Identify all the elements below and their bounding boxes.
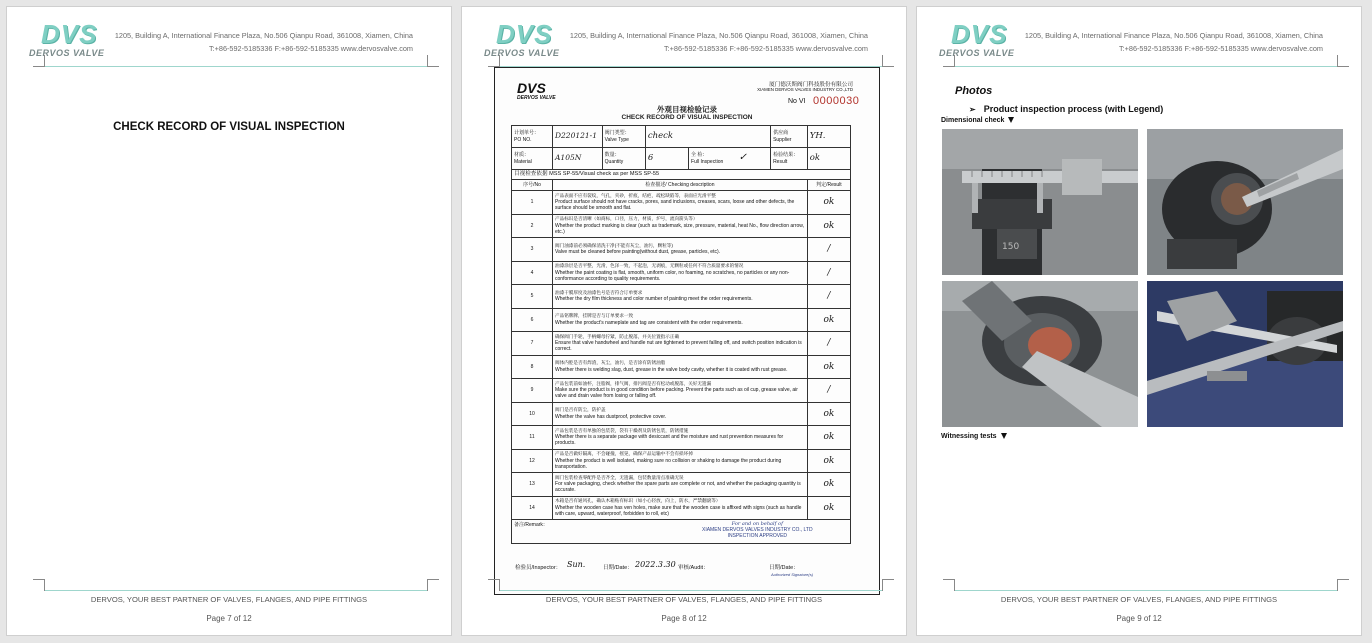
table-row (512, 285, 851, 309)
date-value: 2022.3.30 (635, 560, 676, 569)
item-number: 4 (512, 261, 553, 285)
header-contact: T:+86-592-5185336 F:+86-592-5185335 www.dervosvalve.com (663, 44, 868, 53)
item-description-en: Whether the product's nameplate and tag are consistent with the order requirements. (555, 319, 743, 326)
item-description-en: Whether the dry film thickness and color number of painting meet the order requirements. (555, 296, 753, 303)
logo-brand: DERVOS VALVE (29, 48, 105, 58)
form-company-en: XIAMEN DERVOS VALVES INDUSTRY CO.,LTD (757, 87, 853, 92)
item-description (553, 308, 808, 332)
crop-mark (488, 55, 500, 67)
item-number: 3 (512, 238, 553, 262)
logo-mark: DVS (496, 19, 553, 49)
dimensional-check-label: Dimensional check (941, 117, 1005, 124)
footer-rule (500, 590, 882, 591)
item-number: 12 (512, 449, 553, 473)
supplier-label: 供应商 Supplier (771, 126, 808, 148)
col-header-result: 判定/Result (807, 180, 850, 191)
col-header-desc: 检查描述/ Checking description (553, 180, 808, 191)
dimensional-check-caption (941, 117, 1014, 124)
item-description-cn: 油漆干膜厚度及油漆色号是否符合订单要求 (555, 289, 643, 295)
item-description-en: Whether the product is well isolated, making sure no collision or shaking to damage the product during transportation. (555, 457, 782, 470)
logo-brand: DERVOS VALVE (939, 48, 1015, 58)
witnessing-tests-caption (941, 433, 1007, 440)
item-description-en: Whether there is a separate package with desiccant and the moisture and rust prevention measures for products. (555, 434, 784, 447)
item-description (553, 191, 808, 215)
table-row (512, 402, 851, 426)
item-description-cn: 产品铭牌牌，挂牌是否与订单要求一致 (555, 313, 634, 319)
item-description-en: Whether the valve has dustproof, protective cover. (555, 413, 667, 420)
item-number: 2 (512, 214, 553, 238)
form-logo-sub: DERVOS VALVE (517, 95, 556, 101)
header-rule (955, 66, 1337, 67)
crop-mark (33, 579, 45, 591)
logo-mark: DVS (951, 19, 1008, 49)
crop-mark (488, 579, 500, 591)
table-row (512, 449, 851, 473)
quantity-cell (645, 148, 688, 170)
item-result: / (807, 379, 850, 403)
header-address-block (1025, 29, 1323, 55)
triangle-down-icon (1001, 433, 1007, 439)
item-description-en: Valve must be cleaned before painting(without dust, grease, particles, etc). (555, 249, 721, 256)
header-address: 1205, Building A, International Finance Plaza, No.506 Qianpu Road, 361008, Xiamen, China (569, 31, 868, 40)
arrow-bullet-icon: ➢ (969, 105, 976, 114)
table-row (512, 426, 851, 450)
form-logo: DVS (517, 80, 546, 96)
item-description-en: Make sure the product is in good condition before packing. Prevent the parts such as oil cup, grease valve, air valve and drain valve from losing or falling off. (555, 387, 798, 400)
item-description-cn: 油漆涂层是否平整，光滑，色泽一致，不起泡，无剥痕，无颗粒或任何不符合质量要求的情况 (555, 263, 744, 269)
item-number: 8 (512, 355, 553, 379)
item-number: 13 (512, 473, 553, 497)
item-description-cn: 阀体内腔是否有焊渣，灰尘，油污，是否涂有防锈油脂 (555, 360, 666, 366)
crop-mark (1337, 55, 1349, 67)
item-result: ok (807, 308, 850, 332)
form-serial-number: 0000030 (813, 95, 860, 107)
item-number: 9 (512, 379, 553, 403)
supplier-value: YH. (807, 126, 850, 148)
process-text: Product inspection process (with Legend) (983, 104, 1164, 114)
inspection-table (511, 125, 851, 544)
crop-mark (427, 55, 439, 67)
table-row (512, 191, 851, 215)
header-contact: T:+86-592-5185336 F:+86-592-5185335 www.dervosvalve.com (208, 44, 413, 53)
crop-mark (882, 55, 894, 67)
full-inspection-value: ✓ (738, 151, 748, 163)
quantity-label: 数量： Quantity (602, 148, 645, 170)
table-row (512, 332, 851, 356)
form-company-cn: 厦门德沃斯阀门科技股份有限公司 (769, 82, 853, 88)
item-description (553, 214, 808, 238)
material-value: A105N (553, 148, 603, 170)
authorized-signature: Authorized Signature(s) (771, 572, 814, 577)
valve-type-value: check (645, 126, 770, 148)
item-description (553, 473, 808, 497)
footer-tagline: DERVOS, YOUR BEST PARTNER OF VALVES, FLANGES, AND PIPE FITTINGS (90, 595, 368, 604)
triangle-down-icon (1008, 117, 1014, 123)
item-result: / (807, 238, 850, 262)
document-page-7 (6, 6, 452, 636)
item-description-cn: 确保阀门手轮，手柄螺母拧紧，防止脱落，并关位置指示正确 (555, 333, 680, 339)
photo-gauge-bore (942, 281, 1138, 427)
crop-mark (427, 579, 439, 591)
photo-caliper-bore (1147, 129, 1343, 275)
table-row (512, 214, 851, 238)
item-number: 6 (512, 308, 553, 332)
item-result: / (807, 332, 850, 356)
crop-mark (943, 55, 955, 67)
crop-mark (33, 55, 45, 67)
item-number: 10 (512, 402, 553, 426)
item-description (553, 285, 808, 309)
item-description-en: Whether there is welding slag, dust, grease in the valve body cavity, whether it is coated with rust grease. (555, 366, 788, 373)
visual-check-basis: 目视检查依据 MSS SP-55/Visual check as per MSS SP-55 (512, 170, 851, 180)
document-page-9 (916, 6, 1362, 636)
table-row (512, 238, 851, 262)
form-title-cn: 外观目视检验记录 (657, 105, 717, 114)
item-result: / (807, 261, 850, 285)
scanned-inspection-form (494, 67, 880, 595)
svg-text:150: 150 (1002, 242, 1020, 252)
result-label: 检验结果： Result (771, 148, 808, 170)
full-inspection-label: 全 检： Full Inspection (691, 152, 724, 165)
stamp-company: XIAMEN DERVOS VALVES INDUSTRY CO., LTD (702, 527, 813, 533)
date-label: 日期/Date： (603, 565, 633, 571)
header-address: 1205, Building A, International Finance Plaza, No.506 Qianpu Road, 361008, Xiamen, China (114, 31, 413, 40)
remark-label: 备注/Remark： (514, 522, 548, 528)
valve-type-label: 阀门类型： Valve Type (602, 126, 645, 148)
crop-mark (943, 579, 955, 591)
remark-cell (512, 520, 851, 544)
table-row (512, 379, 851, 403)
item-description-cn: 阀门是否有防尘，防护盖 (555, 407, 606, 413)
page-title: CHECK RECORD OF VISUAL INSPECTION (113, 121, 345, 133)
item-description-cn: 产品是否做好隔离，不会碰撞，摇晃，确保产品运输中不会有损坏掉 (555, 451, 693, 457)
item-number: 7 (512, 332, 553, 356)
quantity-value: 6 (647, 152, 654, 163)
item-description (553, 426, 808, 450)
item-description-en: Ensure that valve handwheel and handle nut are tightened to prevent falling off, and switch position indication is correct. (555, 340, 802, 353)
photo-caliper-table (1147, 281, 1343, 427)
header-address: 1205, Building A, International Finance Plaza, No.506 Qianpu Road, 361008, Xiamen, China (1024, 31, 1323, 40)
table-row (512, 261, 851, 285)
table-row (512, 473, 851, 497)
item-result: ok (807, 355, 850, 379)
table-row (512, 308, 851, 332)
item-description-en: Whether the product marking is clear (such as trademark, size, pressure, material, heat No., flow direction arrow, etc.) (555, 222, 805, 235)
item-description (553, 261, 808, 285)
crop-mark (1337, 579, 1349, 591)
photo-caliper-body (942, 129, 1138, 275)
header-rule (45, 66, 427, 67)
item-result: ok (807, 473, 850, 497)
item-description-cn: 产品包装前如油杯，注脂阀，排气阀，排污阀是否有松动或脱落，关好无遗漏 (555, 380, 712, 386)
header-address-block (570, 29, 868, 55)
full-inspection-cell (689, 148, 771, 170)
approval-stamp (702, 521, 813, 539)
item-number: 11 (512, 426, 553, 450)
item-number: 1 (512, 191, 553, 215)
page-number: Page 7 of 12 (206, 614, 252, 623)
process-bullet (969, 104, 1163, 114)
item-description-cn: 产品包装是否有单独的包装袋，袋有干燥剂及防锈包装，防锈措施 (555, 427, 689, 433)
item-description-cn: 阀门包装检查零配件是否齐全，无遗漏，包装数量清点准确无误 (555, 474, 684, 480)
item-result: ok (807, 191, 850, 215)
item-description (553, 402, 808, 426)
table-row (512, 355, 851, 379)
page-number: Page 9 of 12 (1116, 614, 1162, 623)
item-description (553, 379, 808, 403)
item-description (553, 355, 808, 379)
date2-label: 日期/Date： (769, 565, 799, 571)
item-result: ok (807, 449, 850, 473)
inspector-label: 检验员/Inspector： (515, 565, 562, 571)
table-row (512, 496, 851, 520)
col-header-no: 序号/No (512, 180, 553, 191)
logo-brand: DERVOS VALVE (484, 48, 560, 58)
item-description-cn: 阀门油漆前必须确保清洗干净(不能有灰尘，油污，颗粒等) (555, 242, 673, 248)
footer-tagline: DERVOS, YOUR BEST PARTNER OF VALVES, FLANGES, AND PIPE FITTINGS (1000, 595, 1278, 604)
item-number: 5 (512, 285, 553, 309)
header-address-block (115, 29, 413, 55)
form-serial-label: No VI (788, 98, 806, 105)
stamp-text: INSPECTION APPROVED (727, 533, 788, 539)
witnessing-tests-label: Witnessing tests (941, 433, 997, 440)
header-contact: T:+86-592-5185336 F:+86-592-5185335 www.dervosvalve.com (1118, 44, 1323, 53)
item-description (553, 238, 808, 262)
form-title-en: CHECK RECORD OF VISUAL INSPECTION (621, 114, 753, 121)
item-number: 14 (512, 496, 553, 520)
item-description-en: For valve packaging, check whether the spare parts are complete or not, and whether the packaging quantity is accurate. (555, 481, 801, 494)
logo-mark: DVS (41, 19, 98, 49)
po-value: D220121-1 (553, 126, 603, 148)
item-description (553, 332, 808, 356)
stamp-handwriting: For and on behalf of (731, 521, 783, 527)
item-description-en: Whether the wooden case has ven holes, make sure that the wooden case is affixed with signs (such as handle with care, upward, waterproof, forbidden to roll, etc) (555, 504, 802, 517)
item-result: / (807, 285, 850, 309)
material-label: 材质： Material (512, 148, 553, 170)
crop-mark (882, 579, 894, 591)
item-result: ok (807, 214, 850, 238)
item-description-cn: 产品表面不应有裂纹，气孔，夹砂，折痕，结疤，疏松缺陷等，表面应光滑平整 (555, 192, 716, 198)
item-description-cn: 木箱是否有通风孔，确认木箱贴有标识（如小心轻放，向上，防水，严禁翻滚等） (555, 498, 721, 504)
footer-tagline: DERVOS, YOUR BEST PARTNER OF VALVES, FLANGES, AND PIPE FITTINGS (545, 595, 823, 604)
result-value: ok (807, 148, 850, 170)
item-description (553, 496, 808, 520)
audit-label: 审核/Audit： (678, 565, 709, 571)
page-number: Page 8 of 12 (661, 614, 707, 623)
item-description-en: Product surface should not have cracks, pores, sand inclusions, creases, scars, loose and other defects, the surface should be smooth and flat. (555, 199, 795, 212)
item-result: ok (807, 496, 850, 520)
item-result: ok (807, 402, 850, 426)
item-description-en: Whether the paint coating is flat, smooth, uniform color, no foaming, no scratches, no particles or any non-conformance according to quality requirements. (555, 269, 790, 282)
po-label: 计划单号： PO NO. (512, 126, 553, 148)
item-description-cn: 产品标识是否清晰（如商标，口径，压力，材质，炉号，流向箭头等） (555, 216, 698, 222)
footer-rule (955, 590, 1337, 591)
inspection-items (512, 191, 851, 520)
document-page-8 (461, 6, 907, 636)
item-description (553, 449, 808, 473)
photos-heading: Photos (955, 85, 993, 97)
footer-rule (45, 590, 427, 591)
item-result: ok (807, 426, 850, 450)
inspector-signature: Sun. (567, 560, 586, 569)
